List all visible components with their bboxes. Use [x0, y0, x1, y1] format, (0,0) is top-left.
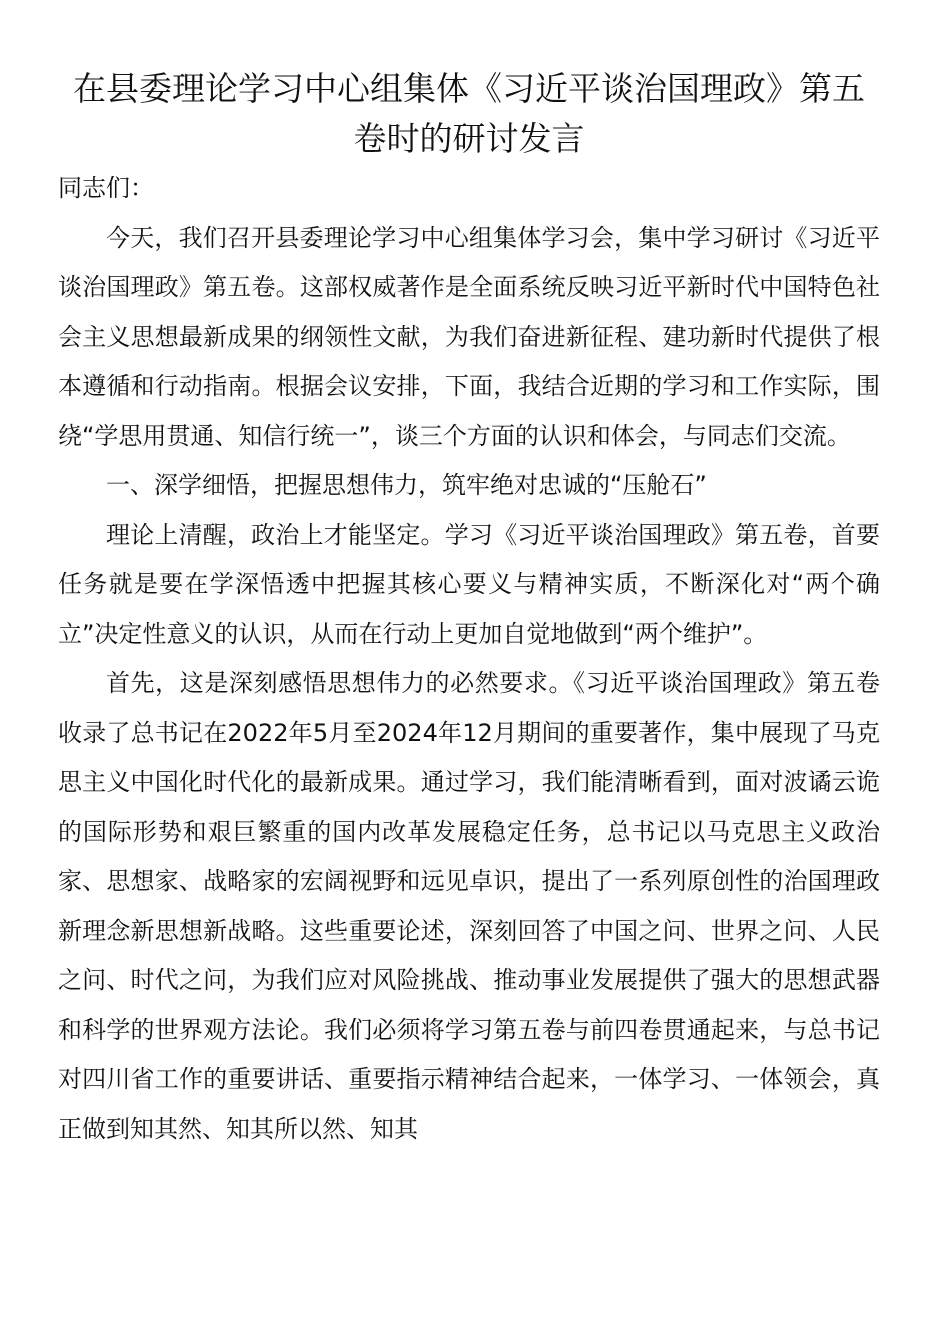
document-title: 在县委理论学习中心组集体《习近平谈治国理政》第五卷时的研讨发言 [73, 69, 865, 158]
document-page [58, 64, 880, 1154]
paragraph-intro: 今天，我们召开县委理论学习中心组集体学习会，集中学习研讨《习近平谈治国理政》第五卷。这部权威著作是全面系统反映习近平新时代中国特色社会主义思想最新成果的纲领性文献，为我们奋进新征程、建功新时代提供了根本遵循和行动指南。根据会议安排，下面，我结合近期的学习和工作实际，围绕“学思用贯通、知信行统一”，谈三个方面的认识和体会，与同志们交流。 [58, 223, 880, 450]
paragraph-first-point: 首先，这是深刻感悟思想伟力的必然要求。《习近平谈治国理政》第五卷收录了总书记在2022年5月至2024年12月期间的重要著作，集中展现了马克思主义中国化时代化的最新成果。通过学习，我们能清晰看到，面对波谲云诡的国际形势和艰巨繁重的国内改革发展稳定任务，总书记以马克思主义政治家、思想家、战略家的宏阔视野和远见卓识，提出了一系列原创性的治国理政新理念新思想新战略。这些重要论述，深刻回答了中国之问、世界之问、人民之问、时代之问，为我们应对风险挑战、推动事业发展提供了强大的思想武器和科学的世界观方法论。我们必须将学习第五卷与前四卷贯通起来，与总书记对四川省工作的重要讲话、重要指示精神结合起来，一体学习、一体领会，真正做到知其然、知其所以然、知其 [58, 669, 880, 1143]
salutation: 同志们： [58, 174, 154, 202]
section-heading-1: 一、深学细悟，把握思想伟力，筑牢绝对忠诚的“压舱石” [106, 471, 707, 499]
paragraph-theory: 理论上清醒，政治上才能坚定。学习《习近平谈治国理政》第五卷，首要任务就是要在学深悟透中把握其核心要义与精神实质，不断深化对“两个确立”决定性意义的认识，从而在行动上更加自觉地做到“两个维护”。 [58, 520, 880, 648]
